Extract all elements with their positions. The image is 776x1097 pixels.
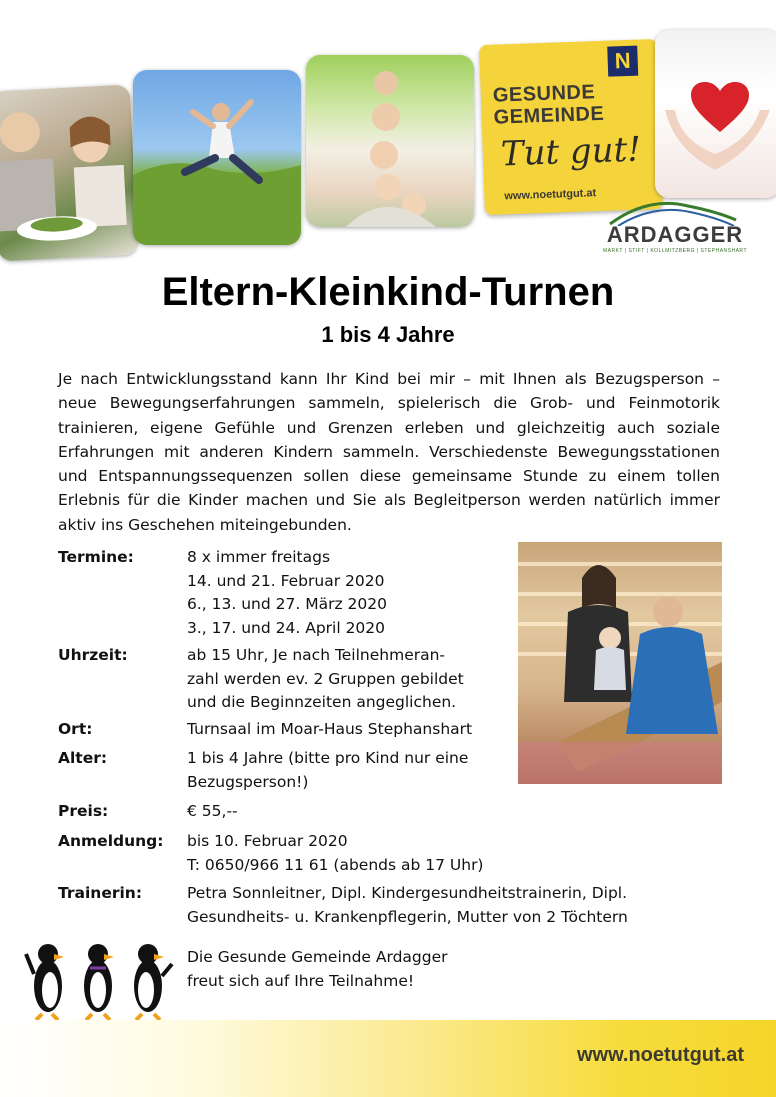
sticker-slogan: Tut gut! [500,129,642,175]
alter-label: Alter: [58,749,108,767]
anmeldung-label: Anmeldung: [58,832,164,850]
trainerin-label: Trainerin: [58,884,143,902]
sticker-line-1: GESUNDE [492,81,596,107]
anmeldung-line: bis 10. Februar 2020 [187,832,348,850]
closing-line: freut sich auf Ihre Teilnahme! [187,971,415,990]
alter-line: 1 bis 4 Jahre (bitte pro Kind nur eine [187,749,469,767]
anmeldung-line: T: 0650/966 11 61 (abends ab 17 Uhr) [187,855,484,874]
page-subtitle: 1 bis 4 Jahre [321,322,455,347]
preis-value: € 55,-- [187,802,238,820]
uhrzeit-label: Uhrzeit: [58,646,128,664]
closing-note [187,946,448,993]
logo-tagline: MARKT | STIFT | KOLLMITZBERG | STEPHANSHART [602,248,748,254]
ort-value: Turnsaal im Moar-Haus Stephanshart [187,720,473,738]
uhrzeit-line: und die Beginnzeiten angeglichen. [187,693,457,711]
uhrzeit-line: zahl werden ev. 2 Gruppen gebildet [187,669,464,688]
ort-label: Ort: [58,720,93,738]
page-title: Eltern-Kleinkind-Turnen [161,270,615,314]
termine-line: 3., 17. und 24. April 2020 [187,618,386,637]
termine-line: 6., 13. und 27. März 2020 [187,595,387,613]
anmeldung-value [187,830,567,877]
photo-trainer-with-child [518,542,722,784]
ardagger-logo [600,200,750,260]
termine-value [187,546,507,640]
penguin-icon [26,944,64,1020]
photo-hands-heart [655,30,776,198]
penguin-icon [84,944,114,1020]
photo-man-jumping [133,70,301,245]
trainerin-line: Gesundheits- u. Krankenpflegerin, Mutter von 2 Töchtern [187,907,628,926]
termine-line: 14. und 21. Februar 2020 [187,571,385,590]
termine-label: Termine: [58,548,134,566]
closing-line: Die Gesunde Gemeinde Ardagger [187,948,448,966]
penguin-icon [134,944,172,1020]
photo-couple-eating [0,84,138,261]
penguins-illustration [24,930,176,1028]
trainerin-line: Petra Sonnleitner, Dipl. Kindergesundheitstrainerin, Dipl. [187,884,628,902]
gesunde-gemeinde-sticker [479,39,663,215]
alter-value [187,747,507,794]
preis-label: Preis: [58,802,109,820]
logo-name: ARDAGGER [606,222,744,247]
termine-line: 8 x immer freitags [187,548,331,566]
sticker-line-2: GEMEINDE [493,102,605,129]
sticker-url: www.noetutgut.at [504,187,597,203]
trainerin-value [187,882,697,929]
uhrzeit-value [187,644,507,715]
footer-url: www.noetutgut.at [576,1044,744,1066]
uhrzeit-line: ab 15 Uhr, Je nach Teilnehmeran- [187,646,446,664]
alter-line: Bezugsperson!) [187,772,309,791]
photo-family-stack [306,55,474,227]
noe-badge: N [607,46,638,77]
intro-paragraph: Je nach Entwicklungsstand kann Ihr Kind bei mir – mit Ihnen als Bezugsperson – neue Bewegungserfahrungen sammeln, spielerisch die Grob- und Feinmotorik trainieren, eigene Gefühle und Grenzen erleben und gleichzeitig auch soziale Erfahrungen mit anderen Kindern sammeln. Verschiedenste Bewegungsstationen und Entspannungssequenzen sollen diese gemeinsame Stunde zu einem tollen Erlebnis für die Kinder machen und Sie als Begleitperson werden natürlich immer aktiv ins Geschehen miteingebunden. [58,370,720,534]
